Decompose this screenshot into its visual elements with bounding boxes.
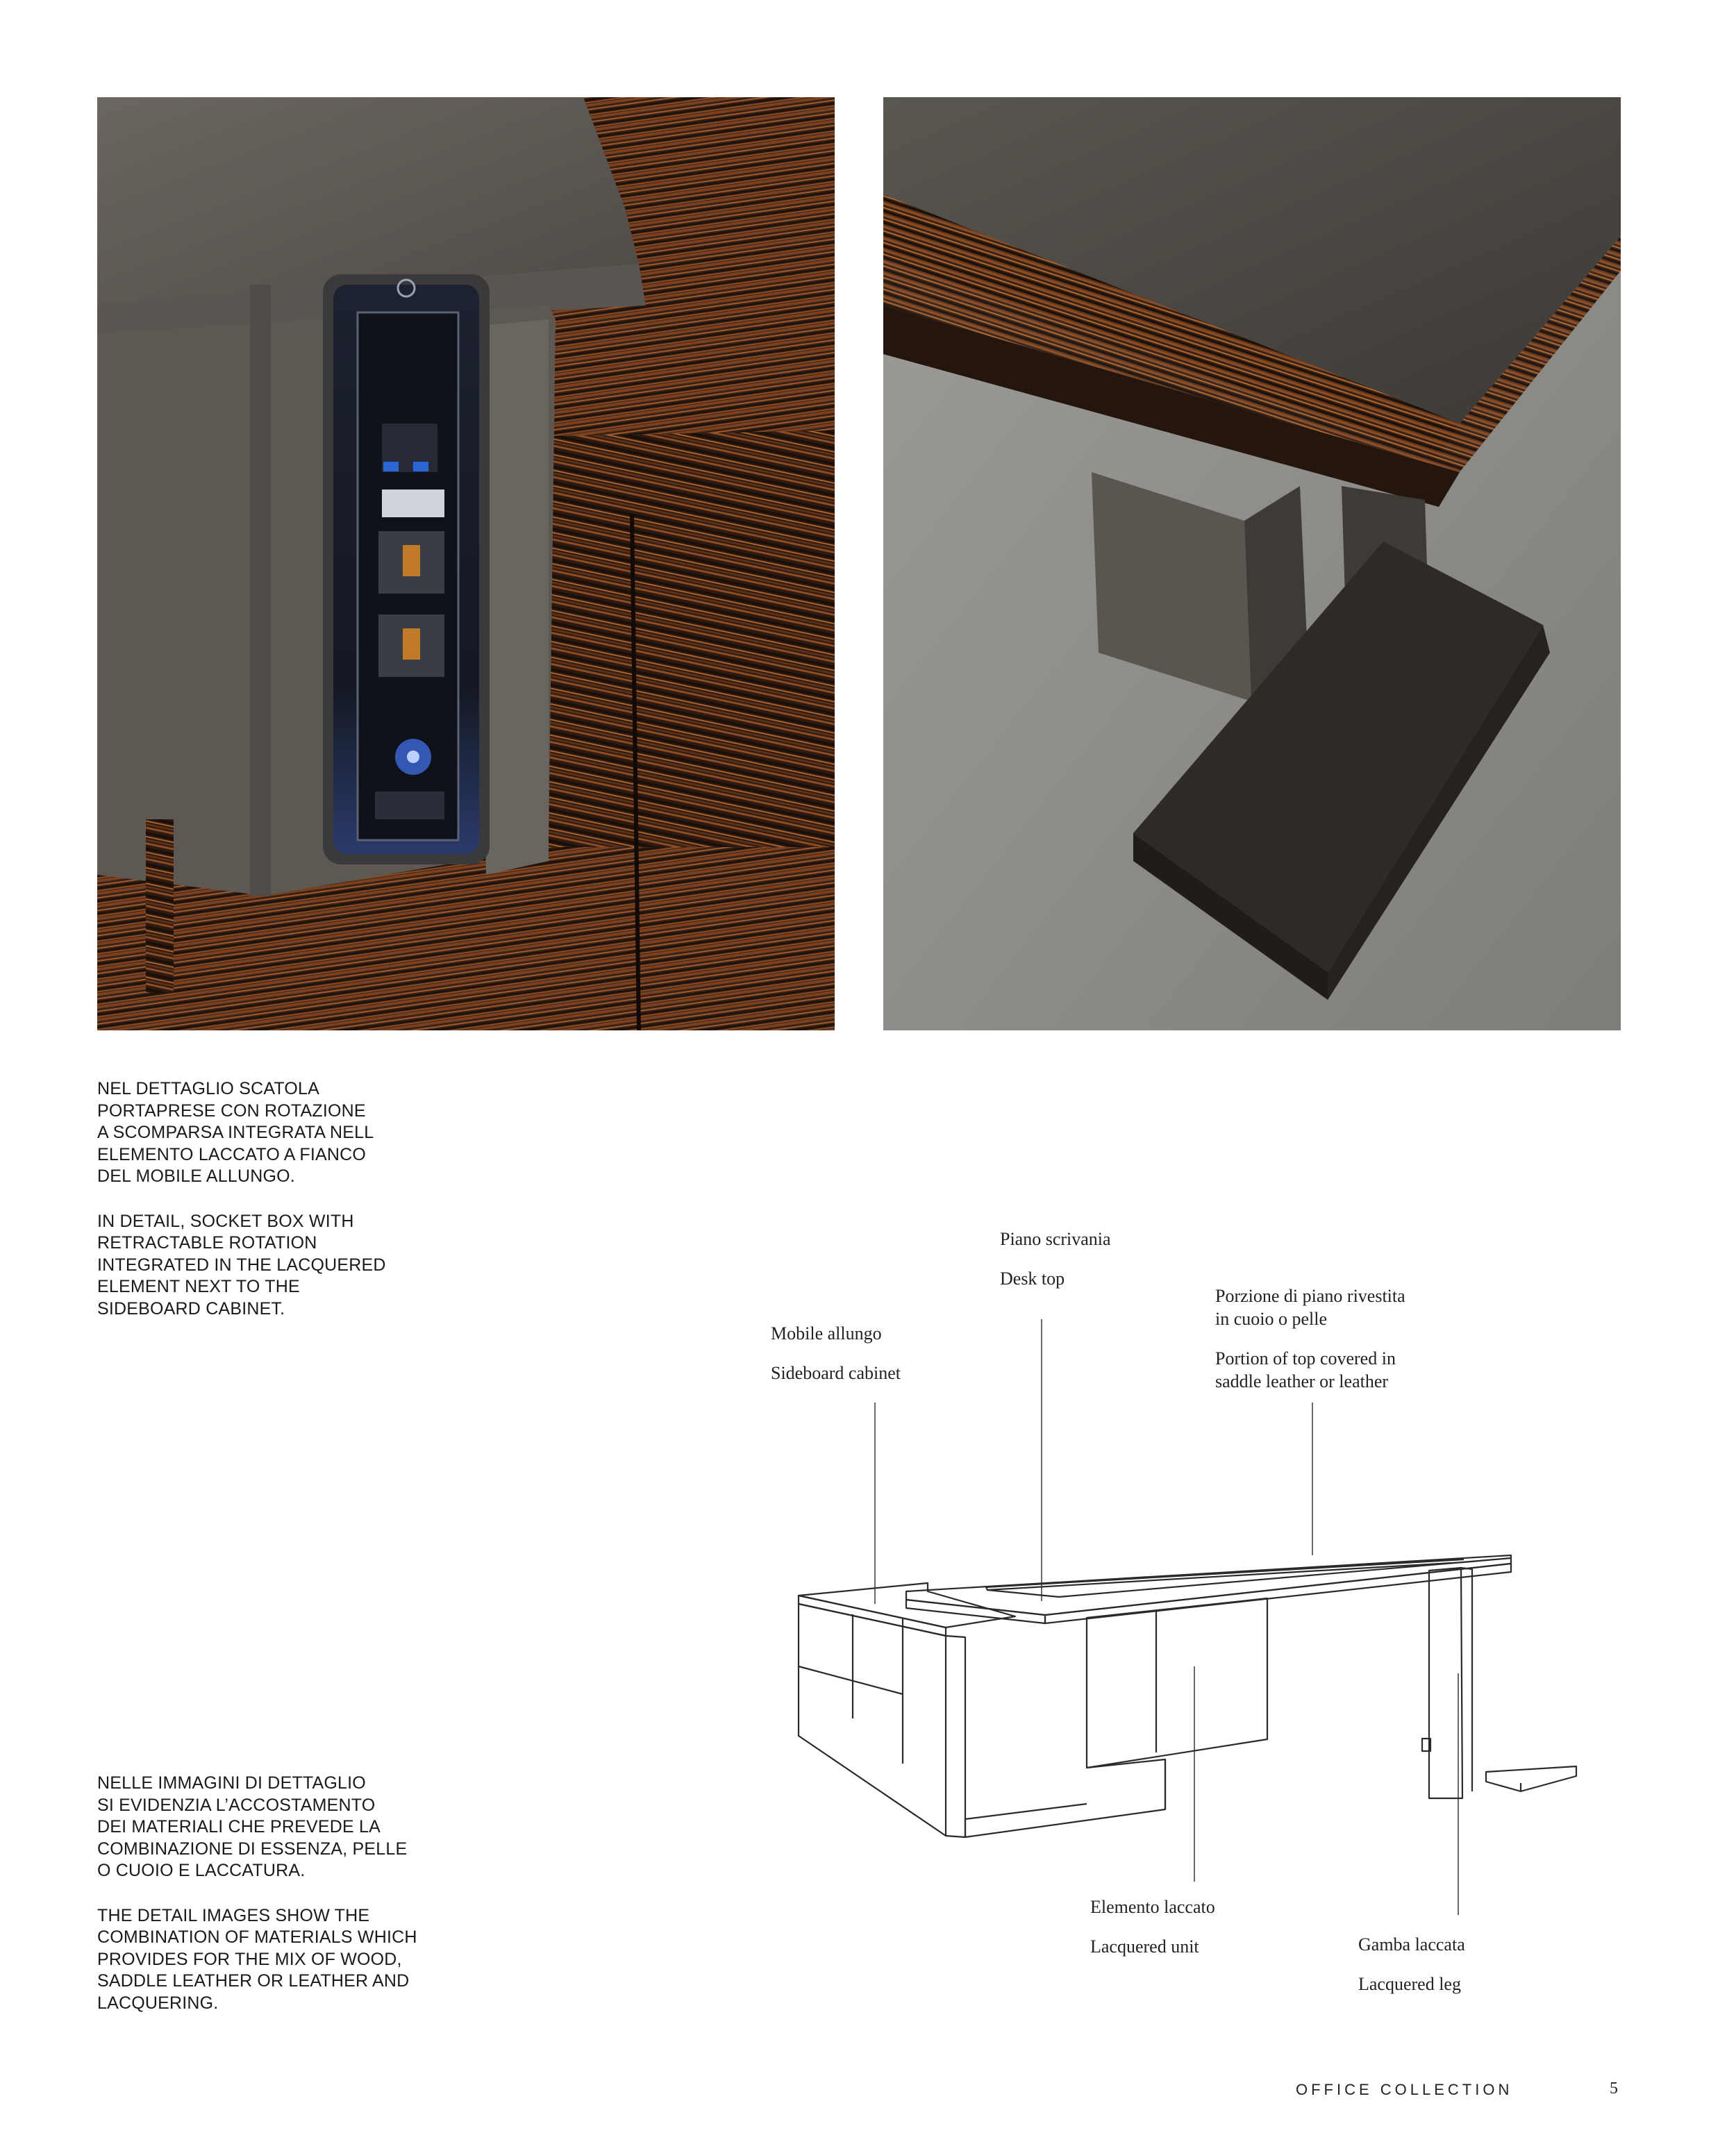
lacquered-unit-drawing bbox=[965, 1598, 1267, 1837]
caption-en-line: SIDEBOARD CABINET. bbox=[97, 1298, 285, 1319]
lacquered-leg-label-en: Lacquered leg bbox=[1358, 1974, 1461, 1994]
sideboard-label-en: Sideboard cabinet bbox=[771, 1363, 901, 1383]
desk-top-label bbox=[1000, 1228, 1111, 1290]
materials-caption bbox=[97, 1773, 486, 2014]
caption-en-line: INTEGRATED IN THE LACQUERED bbox=[97, 1255, 386, 1275]
socket-box-photo bbox=[97, 97, 835, 1030]
caption-it-line: A SCOMPARSA INTEGRATA NELL bbox=[97, 1123, 374, 1142]
desk-leg-illustration bbox=[883, 97, 1621, 1030]
collection-title: OFFICE COLLECTION bbox=[1296, 2081, 1513, 2098]
caption-en-line: RETRACTABLE ROTATION bbox=[97, 1233, 317, 1253]
lacquered-leg-label bbox=[1358, 1933, 1465, 1995]
leather-label-en-1: Portion of top covered in bbox=[1215, 1348, 1396, 1369]
caption-it-line: DEL MOBILE ALLUNGO. bbox=[97, 1166, 295, 1186]
leather-portion-label bbox=[1215, 1284, 1405, 1393]
caption-it-line: SI EVIDENZIA L’ACCOSTAMENTO bbox=[97, 1795, 376, 1815]
leather-label-it-2: in cuoio o pelle bbox=[1215, 1309, 1328, 1329]
leather-label-it-1: Porzione di piano rivestita bbox=[1215, 1286, 1405, 1306]
caption-en-line: COMBINATION OF MATERIALS WHICH bbox=[97, 1927, 417, 1947]
desk-top-label-en: Desk top bbox=[1000, 1269, 1065, 1289]
desk-leg-photo bbox=[883, 97, 1621, 1030]
sideboard-label bbox=[771, 1322, 901, 1384]
caption-en-line: IN DETAIL, SOCKET BOX WITH bbox=[97, 1211, 354, 1231]
lacquered-unit-label bbox=[1090, 1895, 1215, 1958]
desk-top-drawing bbox=[906, 1555, 1511, 1623]
caption-en-line: LACQUERING. bbox=[97, 1993, 219, 2013]
lacquered-leg-label-it: Gamba laccata bbox=[1358, 1934, 1465, 1955]
sideboard-label-it: Mobile allungo bbox=[771, 1323, 882, 1344]
lacquered-unit-label-it: Elemento laccato bbox=[1090, 1897, 1215, 1917]
caption-en-line: SADDLE LEATHER OR LEATHER AND bbox=[97, 1971, 410, 1991]
caption-it-line: DEI MATERIALI CHE PREVEDE LA bbox=[97, 1817, 381, 1836]
socket-box-illustration bbox=[97, 97, 835, 1030]
caption-en-line: PROVIDES FOR THE MIX OF WOOD, bbox=[97, 1949, 402, 1969]
caption-it-line: COMBINAZIONE DI ESSENZA, PELLE bbox=[97, 1839, 408, 1859]
caption-it-line: ELEMENTO LACCATO A FIANCO bbox=[97, 1144, 367, 1164]
desk-line-diagram bbox=[764, 1208, 1667, 2055]
desk-top-label-it: Piano scrivania bbox=[1000, 1229, 1111, 1249]
caption-en-line: ELEMENT NEXT TO THE bbox=[97, 1277, 300, 1296]
leather-label-en-2: saddle leather or leather bbox=[1215, 1371, 1389, 1391]
lacquered-unit-label-en: Lacquered unit bbox=[1090, 1936, 1199, 1957]
sideboard-drawing bbox=[799, 1583, 1015, 1837]
caption-it-line: PORTAPRESE CON ROTAZIONE bbox=[97, 1100, 366, 1121]
caption-en-line: THE DETAIL IMAGES SHOW THE bbox=[97, 1905, 370, 1925]
caption-it-line: NEL DETTAGLIO SCATOLA bbox=[97, 1079, 320, 1098]
page-number: 5 bbox=[1610, 2079, 1618, 2098]
leg-drawing bbox=[1422, 1568, 1576, 1798]
socket-box-caption bbox=[97, 1078, 486, 1320]
caption-it-line: NELLE IMMAGINI DI DETTAGLIO bbox=[97, 1773, 366, 1793]
caption-it-line: O CUOIO E LACCATURA. bbox=[97, 1861, 306, 1880]
